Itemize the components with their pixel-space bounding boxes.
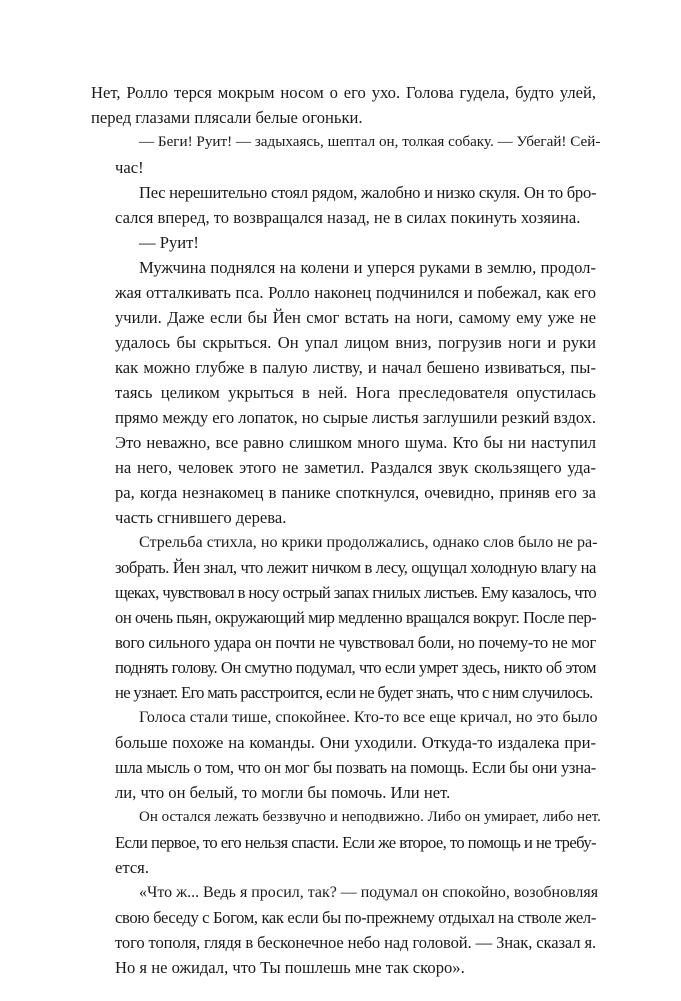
text-line: — Руит! <box>139 233 199 252</box>
text-line: Стрельба стихла, но крики продолжались, однако слов было не ра- <box>139 534 598 551</box>
text-line: — Беги! Руит! — задыхаясь, шептал он, толкая собаку. — Убегай! Сей- <box>139 134 601 150</box>
text-line: ется. <box>115 858 149 877</box>
text-line: Голоса стали тише, спокойнее. Кто-то все еще кричал, но это было <box>139 709 598 726</box>
text-line: вого сильного удара он почти не чувствовал боли, но почему-то не мог <box>115 633 596 652</box>
text-line: шла мысль о том, что он мог бы позвать на помощь. Если бы они узна- <box>115 758 596 777</box>
text-line: Это неважно, все равно слишком много шума. Кто бы ни наступил <box>115 433 596 452</box>
text-line: прямо между его лопаток, но сырые листья заглушили резкий вздох. <box>115 408 596 427</box>
text-line: свою беседу с Богом, как если бы по-прежнему отдыхал на стволе жел- <box>115 908 596 927</box>
text-line: на него, человек этого не заметил. Раздался звук скользящего уда- <box>115 458 596 477</box>
paragraph <box>91 530 596 705</box>
text-line: Он остался лежать беззвучно и неподвижно. Либо он умирает, либо нет. <box>139 809 601 825</box>
body-text <box>91 80 601 980</box>
paragraph <box>91 705 596 805</box>
text-line: перед глазами плясали белые огоньки. <box>91 108 363 127</box>
text-line: больше похоже на команды. Они уходили. Откуда-то издалека при- <box>115 733 596 752</box>
text-line: час! <box>115 158 144 177</box>
text-line: зобрать. Йен знал, что лежит ничком в лесу, ощущал холодную влагу на <box>115 558 596 577</box>
text-line: учили. Даже если бы Йен смог встать на ноги, самому ему уже не <box>115 308 596 327</box>
text-line: Нет, Ролло терся мокрым носом о его ухо. Голова гудела, будто улей, <box>91 83 596 102</box>
paragraph <box>91 805 601 880</box>
paragraph <box>91 80 596 130</box>
paragraph <box>91 230 596 255</box>
text-line: Если первое, то его нельзя спасти. Если же второе, то помощь и не требу- <box>115 833 596 852</box>
text-line: Мужчина поднялся на колени и уперся руками в землю, продол- <box>139 258 596 277</box>
text-line: сался вперед, то возвращался назад, не в силах покинуть хозяина. <box>115 208 581 227</box>
text-line: Пес нерешительно стоял рядом, жалобно и низко скуля. Он то бро- <box>139 183 597 202</box>
text-line: он очень пьян, окружающий мир медленно вращался вокруг. После пер- <box>115 608 597 627</box>
paragraph <box>91 180 596 230</box>
text-line: Но я не ожидал, что Ты пошлешь мне так скоро». <box>115 958 465 977</box>
paragraph <box>91 130 601 180</box>
text-line: того тополя, глядя в бесконечное небо над головой. — Знак, сказал я. <box>115 933 596 952</box>
paragraph <box>91 255 596 530</box>
text-line: удалось бы скрыться. Он упал лицом вниз, погрузив ноги и руки <box>115 333 596 352</box>
text-line: жая отталкивать пса. Ролло наконец подчинился и побежал, как его <box>115 283 596 302</box>
text-line: не узнает. Его мать расстроится, если не будет знать, что с ним случилось. <box>115 683 593 702</box>
text-line: «Что ж... Ведь я просил, так? — подумал он спокойно, возобновляя <box>139 884 599 901</box>
text-line: как можно глубже в палую листву, и начал бешено извиваться, пы- <box>115 358 596 377</box>
text-line: поднять голову. Он смутно подумал, что если умрет здесь, никто об этом <box>115 658 596 677</box>
text-line: ра, когда незнакомец в панике споткнулся, очевидно, приняв его за <box>115 483 596 502</box>
text-line: ли, что он белый, то могли бы помочь. Или нет. <box>115 783 451 802</box>
text-line: часть сгнившего дерева. <box>115 508 287 527</box>
paragraph <box>91 880 599 980</box>
text-line: щеках, чувствовал в носу острый запах гнилых листьев. Ему казалось, что <box>115 583 596 602</box>
text-line: таясь целиком укрыться в ней. Нога преследователя опустилась <box>115 383 596 402</box>
